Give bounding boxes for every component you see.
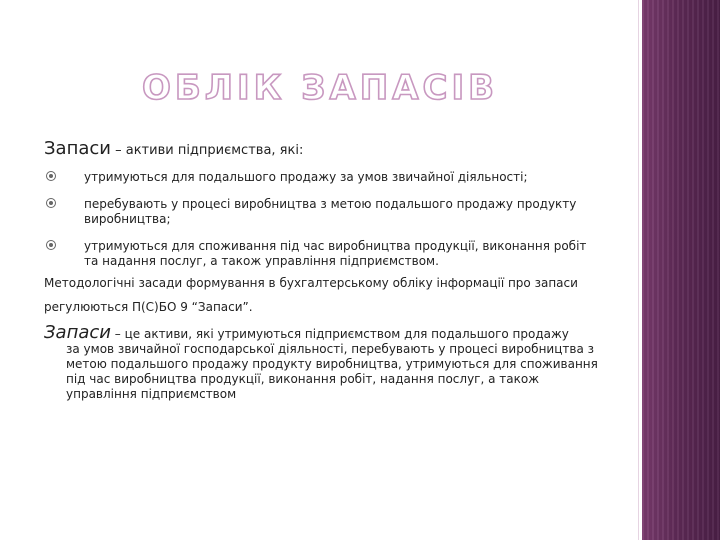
slide-title: ОБЛІК ЗАПАСІВ [141, 68, 499, 108]
list-item [44, 197, 604, 227]
definition-term: Запаси [44, 321, 111, 343]
lead-term: Запаси [44, 138, 111, 159]
bullet-icon [46, 171, 56, 181]
definition-first-text: – це активи, які утримуються підприємством для подальшого продажу [110, 326, 569, 341]
bullet-text: утримуються для подальшого продажу за умов звичайної діяльності; [84, 169, 528, 184]
bullet-list [44, 170, 604, 269]
list-item [44, 170, 604, 185]
decorative-side-band [642, 0, 720, 540]
bullet-icon [46, 240, 56, 250]
definition-rest: за умов звичайної господарської діяльності, перебувають у процесі виробництва з метою подальшого продажу продукту виробництва, утримуються для споживання під час виробництва продукції, виконання робіт, надання послуг, а також управління підприємством [66, 341, 598, 401]
slide-content [44, 138, 604, 402]
bullet-text: утримуються для споживання під час виробництва продукції, виконання робіт та надання послуг, а також управління підприємством. [84, 238, 587, 268]
lead-rest: – активи підприємства, які: [110, 143, 304, 158]
bullet-icon [46, 198, 56, 208]
lead-line [44, 138, 604, 160]
definition-block [44, 321, 604, 402]
definition-first-line [44, 321, 604, 343]
bullet-text: перебувають у процесі виробництва з метою подальшого продажу продукту виробництва; [84, 196, 577, 226]
list-item [44, 239, 604, 269]
methodology-paragraph: Методологічні засади формування в бухгалтерському обліку інформації про запаси регулюються П(С)БО 9 “Запаси”. [44, 275, 578, 314]
